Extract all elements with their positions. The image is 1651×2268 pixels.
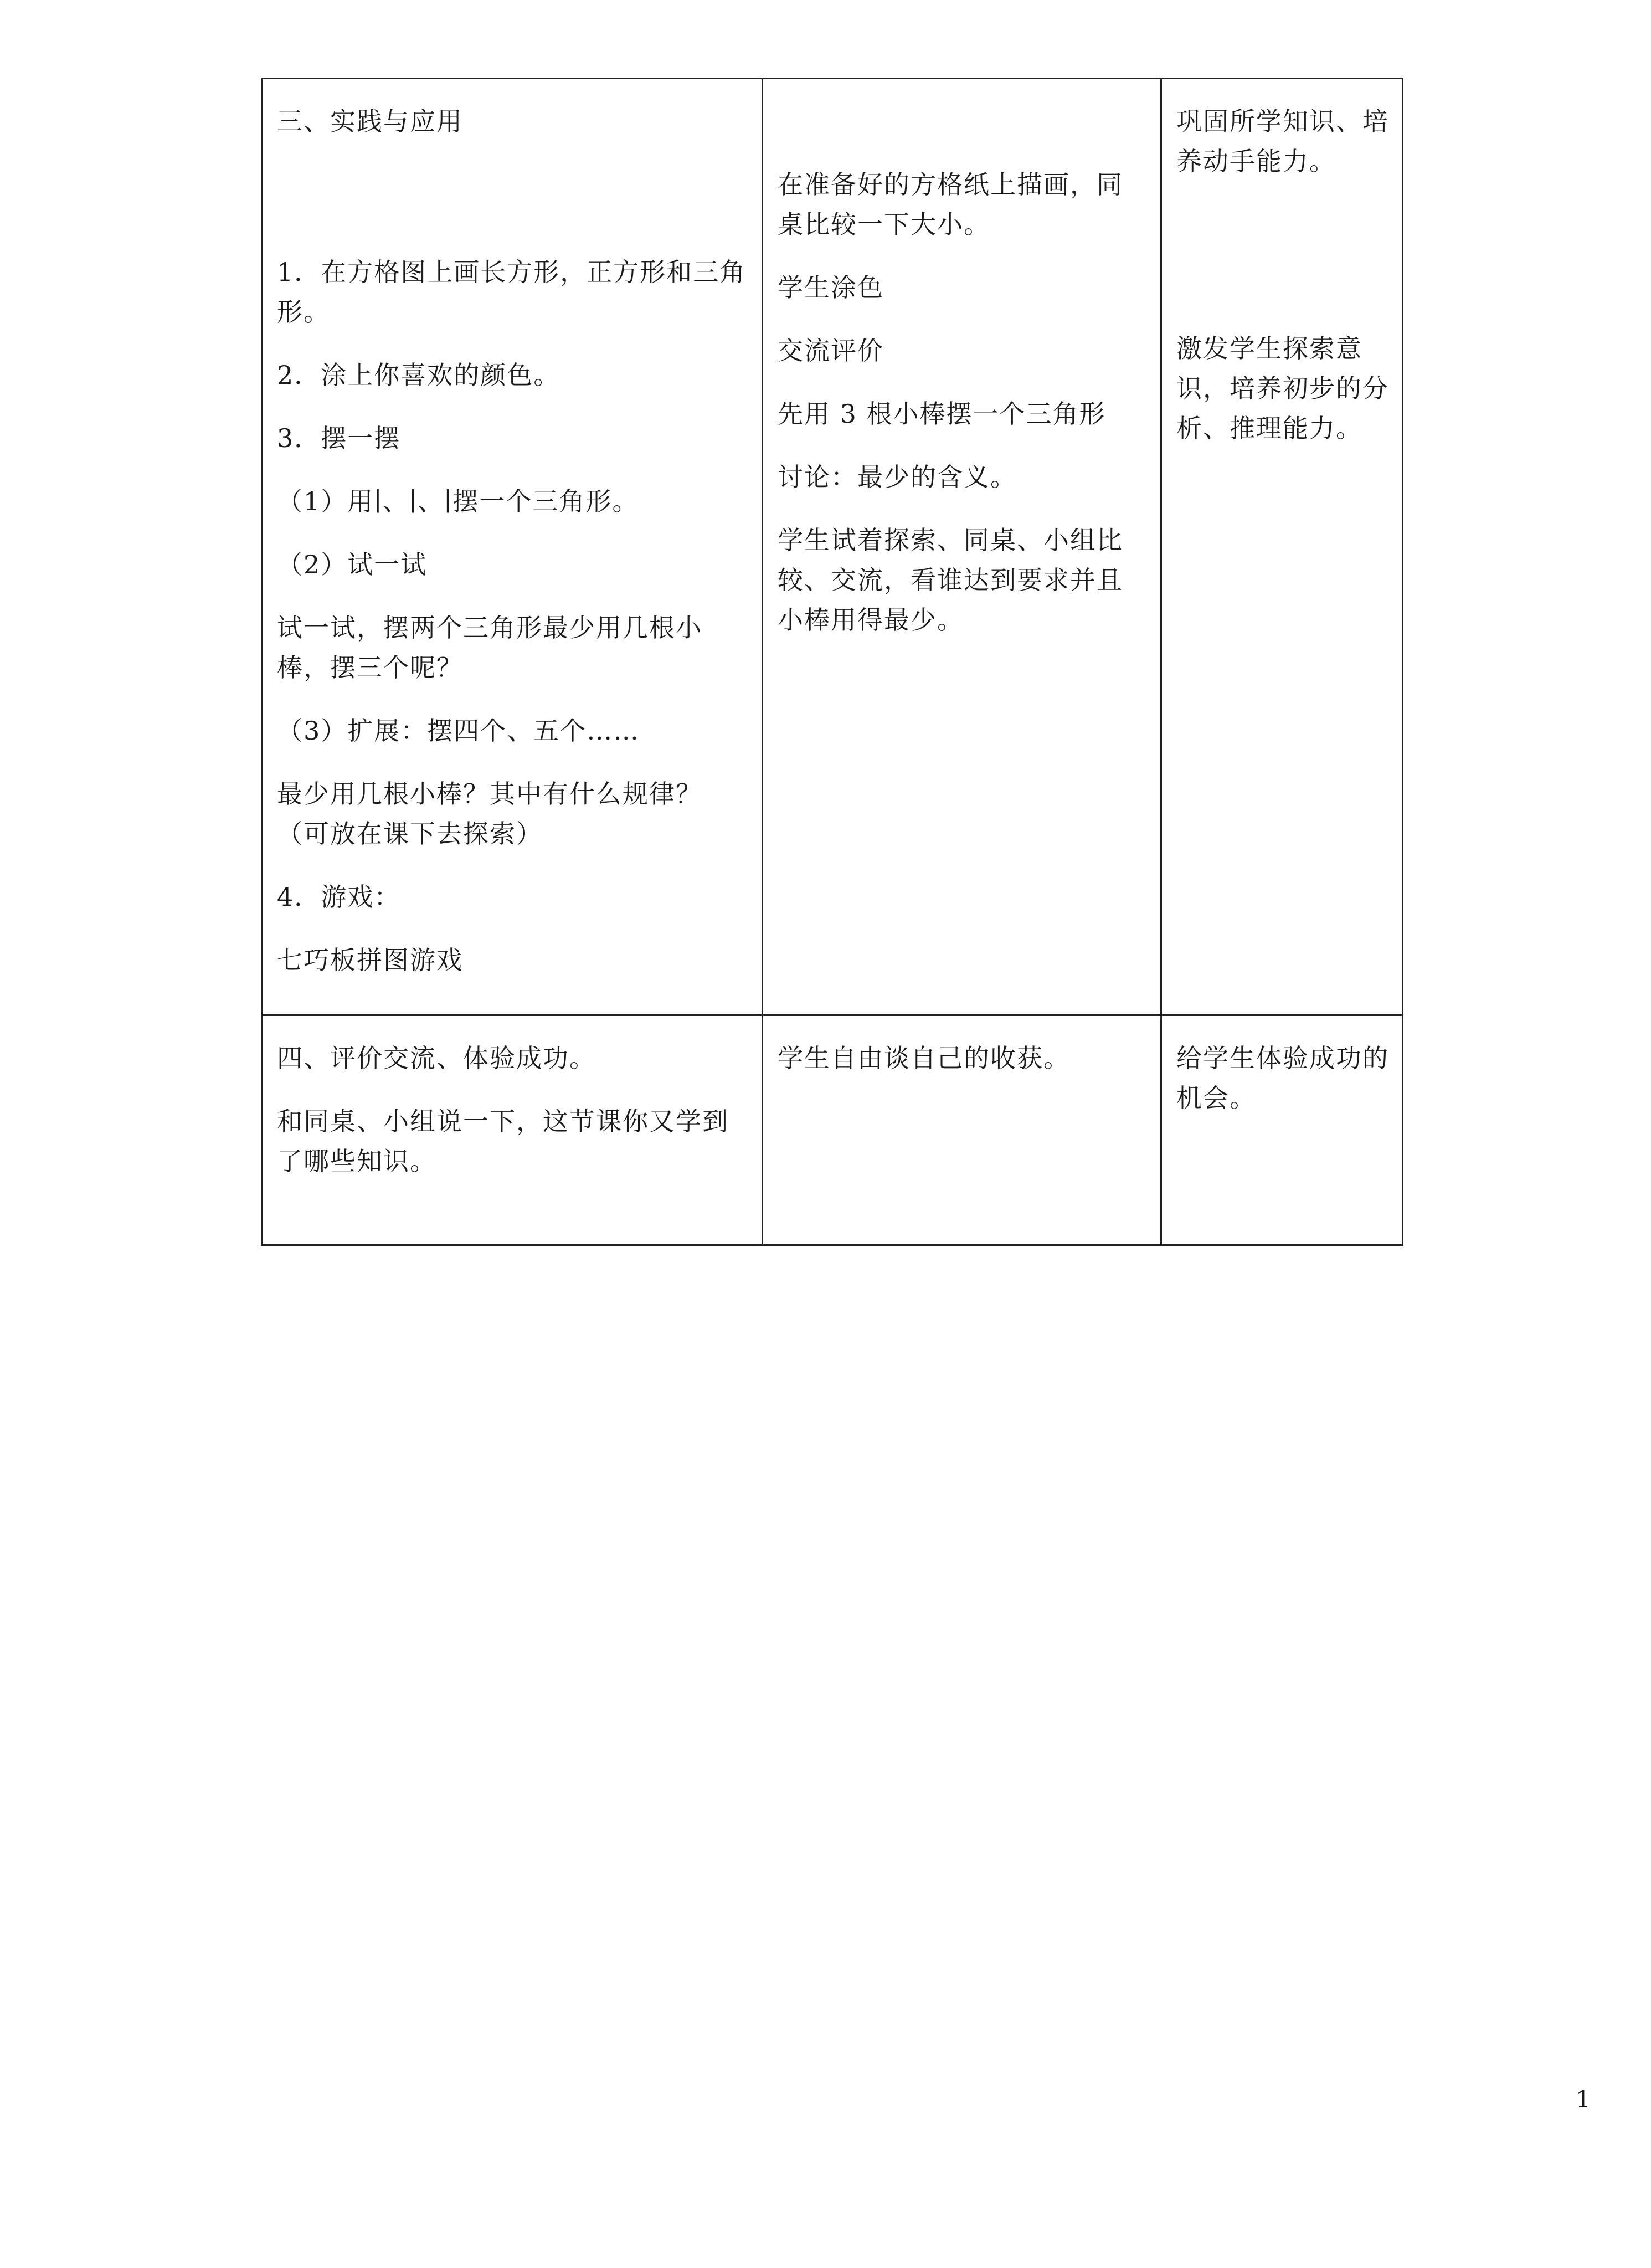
activity-text: 学生试着探索、同桌、小组比较、交流，看谁达到要求并且小棒用得最少。 — [778, 525, 1123, 635]
student-activity-cell — [763, 1015, 1161, 1245]
step-2-text: 2．涂上你喜欢的颜色。 — [277, 360, 560, 390]
lesson-plan-table — [261, 78, 1403, 1246]
activity-text: 交流评价 — [778, 336, 884, 366]
step-4-text: 4．游戏： — [277, 882, 401, 912]
step-1-text: 1．在方格图上画长方形，正方形和三角形。 — [277, 257, 747, 327]
design-intent-cell — [1161, 1015, 1403, 1245]
step-3-2-detail: 试一试，摆两个三角形最少用几根小棒，摆三个呢？ — [277, 613, 702, 683]
activity-text: 在准备好的方格纸上描画，同桌比较一下大小。 — [778, 170, 1123, 239]
table-row-evaluation — [262, 1015, 1403, 1245]
table-row-practice — [262, 79, 1403, 1015]
design-intent-cell — [1161, 79, 1403, 1015]
activity-text: 先用 3 根小棒摆一个三角形 — [778, 399, 1106, 429]
step-4-detail: 七巧板拼图游戏 — [277, 945, 463, 975]
section-title: 三、实践与应用 — [277, 106, 463, 136]
content-cell — [262, 1015, 763, 1245]
intent-text: 给学生体验成功的机会。 — [1176, 1043, 1389, 1113]
student-activity-cell — [763, 79, 1161, 1015]
intent-text: 激发学生探索意识，培养初步的分析、推理能力。 — [1176, 333, 1389, 443]
content-cell — [262, 79, 763, 1015]
step-3-3-text: （3）扩展：摆四个、五个…… — [277, 716, 640, 746]
intent-text: 巩固所学知识、培养动手能力。 — [1176, 106, 1389, 176]
step-text: 和同桌、小组说一下，这节课你又学到了哪些知识。 — [277, 1106, 729, 1176]
step-3-text: 3．摆一摆 — [277, 423, 401, 453]
activity-text: 学生涂色 — [778, 273, 884, 302]
activity-text: 学生自由谈自己的收获。 — [778, 1043, 1070, 1073]
section-title: 四、评价交流、体验成功。 — [277, 1043, 596, 1073]
step-3-1-text: （1）用∣、∣、∣摆一个三角形。 — [277, 486, 639, 516]
step-3-3-detail: 最少用几根小棒？其中有什么规律？（可放在课下去探索） — [277, 779, 702, 849]
step-3-2-text: （2）试一试 — [277, 550, 428, 579]
activity-text: 讨论：最少的含义。 — [778, 462, 1017, 492]
page-number: 1 — [1576, 2086, 1591, 2113]
